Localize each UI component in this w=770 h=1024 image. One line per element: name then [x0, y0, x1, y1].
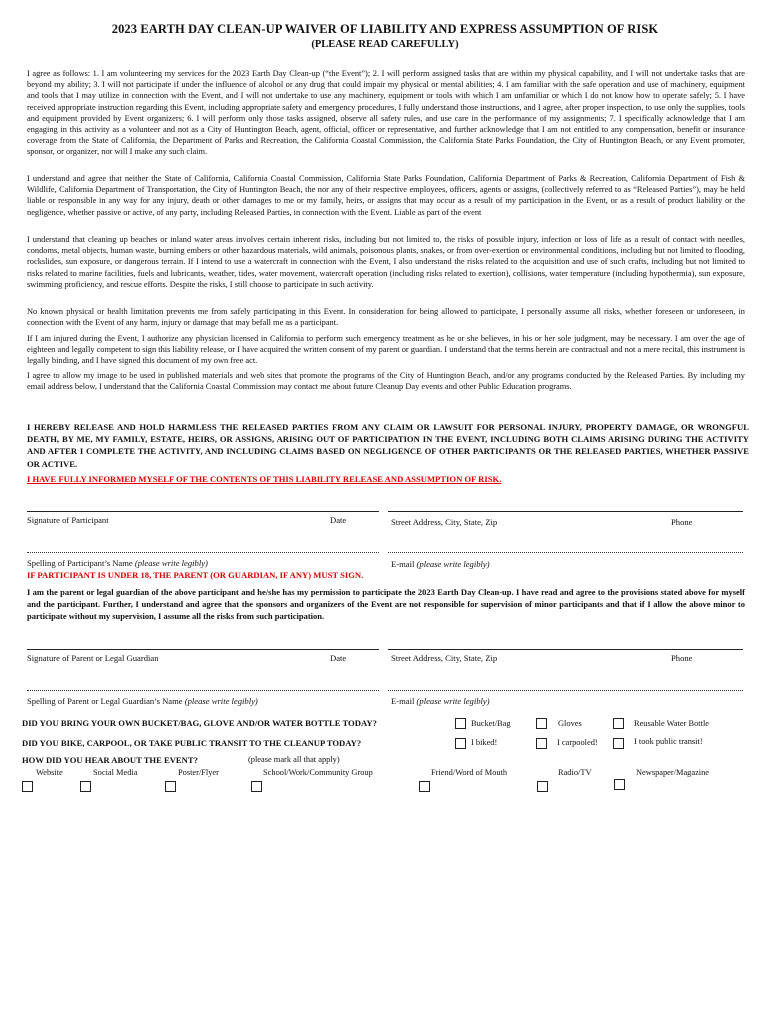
participant-email-line[interactable] — [388, 552, 743, 553]
participant-phone-label: Phone — [671, 517, 693, 527]
option-website: Website — [36, 768, 63, 777]
guardian-name-text: Spelling of Parent or Legal Guardian’s Name — [27, 696, 183, 706]
participant-name-text: Spelling of Participant’s Name — [27, 558, 133, 568]
checkbox-public-transit[interactable] — [613, 738, 624, 749]
guardian-address-label: Street Address, City, State, Zip — [391, 653, 498, 663]
participant-address-label: Street Address, City, State, Zip — [391, 517, 498, 527]
guardian-signature-label: Signature of Parent or Legal Guardian — [27, 653, 159, 663]
guardian-email-text: E-mail — [391, 696, 415, 706]
checkbox-carpooled[interactable] — [536, 738, 547, 749]
participant-email-text: E-mail — [391, 559, 415, 569]
guardian-address-line[interactable] — [388, 649, 743, 650]
option-bucket-bag: Bucket/Bag — [471, 719, 511, 728]
checkbox-radio-tv[interactable] — [537, 781, 548, 792]
guardian-name-line[interactable] — [27, 690, 379, 691]
option-radio-tv: Radio/TV — [558, 768, 592, 777]
paragraph-agreement: I agree as follows: 1. I am volunteering my services for the 2023 Earth Day Clean-up (“the Event”); 2. I will perform assigned tasks that are within my physical capability, and I will not undertake tasks that are beyond my ability; 3. I will not participate if under the influence of alcohol or any drug that could impair my physical or mental abilities; 4. I am familiar with the safe operation and use of machinery, equipment and tools that I may utilize in connection with the Event, and I will not undertake to use any machinery, equipment or tools with which I am unfamiliar or which I do not know how to operate safely; 5. I have received appropriate instruction regarding this Event, including appropriate safety and emergency procedures, I fully understand those instructions, and I agree, after proper inspection, to use only the supplies, tools and equipment provided by Event organizers; 6. I will perform only those tasks assigned, observe all safety rules, and use care in the performance of my assignments; 7. I specifically acknowledge that I am engaging in this activity as a volunteer and not as a City of Huntington Beach, agent, official, officer or representative, and further acknowledge that I am not entitled to any compensation, benefit or insurance coverage from the State of California, the Department of Parks and Recreation, the California Coastal Commission, the California State Parks Foundation, the City of Huntington Beach, or any Event promoter, sponsor, or organizer, nor will I make any such claim. — [27, 69, 745, 157]
question-heard-about: HOW DID YOU HEAR ABOUT THE EVENT? — [22, 755, 198, 765]
checkbox-newspaper[interactable] — [614, 779, 625, 790]
checkbox-bucket-bag[interactable] — [455, 718, 466, 729]
minor-notice: IF PARTICIPANT IS UNDER 18, THE PARENT (OR GUARDIAN, IF ANY) MUST SIGN. — [27, 570, 364, 580]
option-carpooled: I carpooled! — [557, 738, 598, 747]
question-heard-hint: (please mark all that apply) — [248, 755, 340, 764]
informed-notice: I HAVE FULLY INFORMED MYSELF OF THE CONTENTS OF THIS LIABILITY RELEASE AND ASSUMPTION OF RISK. — [27, 474, 502, 484]
paragraph-inherent-risks: I understand that cleaning up beaches or inland water areas involves certain inherent risks, including but not limited to, the risks of possible injury, infection or loss of life as a result of contact with needles, condoms, metal objects, human waste, burning embers or other hazardous materials, wild animals, poisonous plants, snakes, or from over-exertion or environmental conditions, including but not limited to flooding, rockslides, sun exposure, or dangerous terrain. If I intend to use a watercraft in connection with the Event, I also understand the risks related to the acquisition and use of such crafts, including but not limited to risks related to marine facilities, fuels and lubricants, weather, tides, water movement, watercraft operation (including risks related to exertion), collisions, water temperature (including hypothermia), sun exposure, swimming proficiency, and rescue efforts. Despite the risks, I still choose to participate in such activity. — [27, 235, 745, 289]
participant-address-line[interactable] — [388, 511, 743, 512]
participant-date-label: Date — [330, 515, 347, 525]
guardian-email-line[interactable] — [388, 690, 743, 691]
checkbox-school-work[interactable] — [251, 781, 262, 792]
guardian-name-label — [27, 696, 258, 706]
participant-name-label — [27, 558, 208, 568]
checkbox-website[interactable] — [22, 781, 33, 792]
checkbox-gloves[interactable] — [536, 718, 547, 729]
option-public-transit: I took public transit! — [634, 737, 703, 746]
guardian-signature-line[interactable] — [27, 649, 379, 650]
guardian-consent: I am the parent or legal guardian of the above participant and he/she has my permission to participate the 2023 Earth Day Clean-up. I have read and agree to the provisions stated above for myself and the participant. Further, I understand and agree that the sponsors and organizers of the Event are not responsible for supervision of minor participants and that if I allow the above minor to participate without my supervision, I assume all the risks from such participation. — [27, 587, 745, 622]
participant-signature-label: Signature of Participant — [27, 515, 109, 525]
guardian-name-hint: (please write legibly) — [184, 696, 258, 706]
paragraph-emergency: If I am injured during the Event, I authorize any physician licensed in California to perform such emergency treatment as he or she believes, in his or her sole judgment, may be necessary. I am over the age of eighteen and legally competent to sign this liability release, or I have acquired the written consent of my parent or guardian. I understand that the terms herein are contractual and not a mere recital, this instrument is legally binding, and I have signed this document of my own free act. — [27, 334, 745, 366]
option-gloves: Gloves — [558, 719, 582, 728]
participant-name-hint: (please write legibly) — [134, 558, 208, 568]
guardian-email-hint: (please write legibly) — [416, 696, 490, 706]
checkbox-reusable-bottle[interactable] — [613, 718, 624, 729]
option-newspaper: Newspaper/Magazine — [636, 768, 710, 777]
option-biked: I biked! — [471, 738, 498, 747]
checkbox-social-media[interactable] — [80, 781, 91, 792]
paragraph-released-parties: I understand and agree that neither the State of California, California Coastal Commission, California State Parks Foundation, California Department of Parks & Recreation, California Department of Fish & Wildlife, California Department of Transportation, the City of Huntington Beach, the nor any of their respective employees, officers, agents or assigns, (collectively referred to as “Released Parties”), may be held liable or responsible in any way for any injury, death or other damages to me or my family, heirs, or assigns that may occur as a result of my participation in the Event, or as a result of product liability or the negligence, whether passive or active, of any party, including Released Parties, in connection with the Event. Liable as part of the event — [27, 174, 745, 217]
option-friend: Friend/Word of Mouth — [431, 768, 508, 777]
guardian-phone-label: Phone — [671, 653, 693, 663]
document-title: 2023 EARTH DAY CLEAN-UP WAIVER OF LIABILITY AND EXPRESS ASSUMPTION OF RISK — [111, 22, 659, 36]
participant-name-line[interactable] — [27, 552, 379, 553]
participant-email-label — [391, 559, 490, 569]
paragraph-image-release: I agree to allow my image to be used in published materials and web sites that promote the programs of the City of Huntington Beach, and/or any programs conducted by the Released Parties. By including my email address below, I understand that the California Coastal Commission may contact me about future Cleanup Day events and other Public Education programs. — [27, 371, 745, 392]
option-reusable-bottle: Reusable Water Bottle — [634, 719, 709, 728]
option-social-media: Social Media — [93, 768, 138, 777]
participant-email-hint: (please write legibly) — [416, 559, 490, 569]
paragraph-health: No known physical or health limitation prevents me from safely participating in this Event. In consideration for being allowed to participate, I personally assume all risks, whether foreseen or unforeseen, in connection with the Event of any harm, injury or damage that may befall me as a participant. — [27, 307, 745, 328]
option-poster-flyer: Poster/Flyer — [178, 768, 219, 777]
document-subtitle: (PLEASE READ CAREFULLY) — [311, 39, 459, 50]
option-school-work: School/Work/Community Group — [263, 768, 373, 777]
participant-signature-line[interactable] — [27, 511, 379, 512]
question-transport: DID YOU BIKE, CARPOOL, OR TAKE PUBLIC TRANSIT TO THE CLEANUP TODAY? — [22, 738, 362, 748]
checkbox-biked[interactable] — [455, 738, 466, 749]
release-statement: I HEREBY RELEASE AND HOLD HARMLESS THE RELEASED PARTIES FROM ANY CLAIM OR LAWSUIT FOR PERSONAL INJURY, PROPERTY DAMAGE, OR WRONGFUL DEATH, BY ME, MY FAMILY, ESTATE, HEIRS, OR ASSIGNS, ARISING OUT OF PARTICIPATION IN THE EVENT, INCLUDING BOTH CLAIMS ARISING DURING THE ACTIVITY AND AFTER I COMPLETE THE ACTIVITY, AND INCLUDING CLAIMS BASED ON NEGLIGENCE OF OTHER PARTICIPANTS OR THE RELEASED PARTIES, WHETHER PASSIVE OR ACTIVE. — [27, 422, 749, 469]
question-bring-own: DID YOU BRING YOUR OWN BUCKET/BAG, GLOVE AND/OR WATER BOTTLE TODAY? — [22, 718, 377, 728]
guardian-email-label — [391, 696, 490, 706]
checkbox-poster-flyer[interactable] — [165, 781, 176, 792]
checkbox-friend[interactable] — [419, 781, 430, 792]
guardian-date-label: Date — [330, 653, 347, 663]
